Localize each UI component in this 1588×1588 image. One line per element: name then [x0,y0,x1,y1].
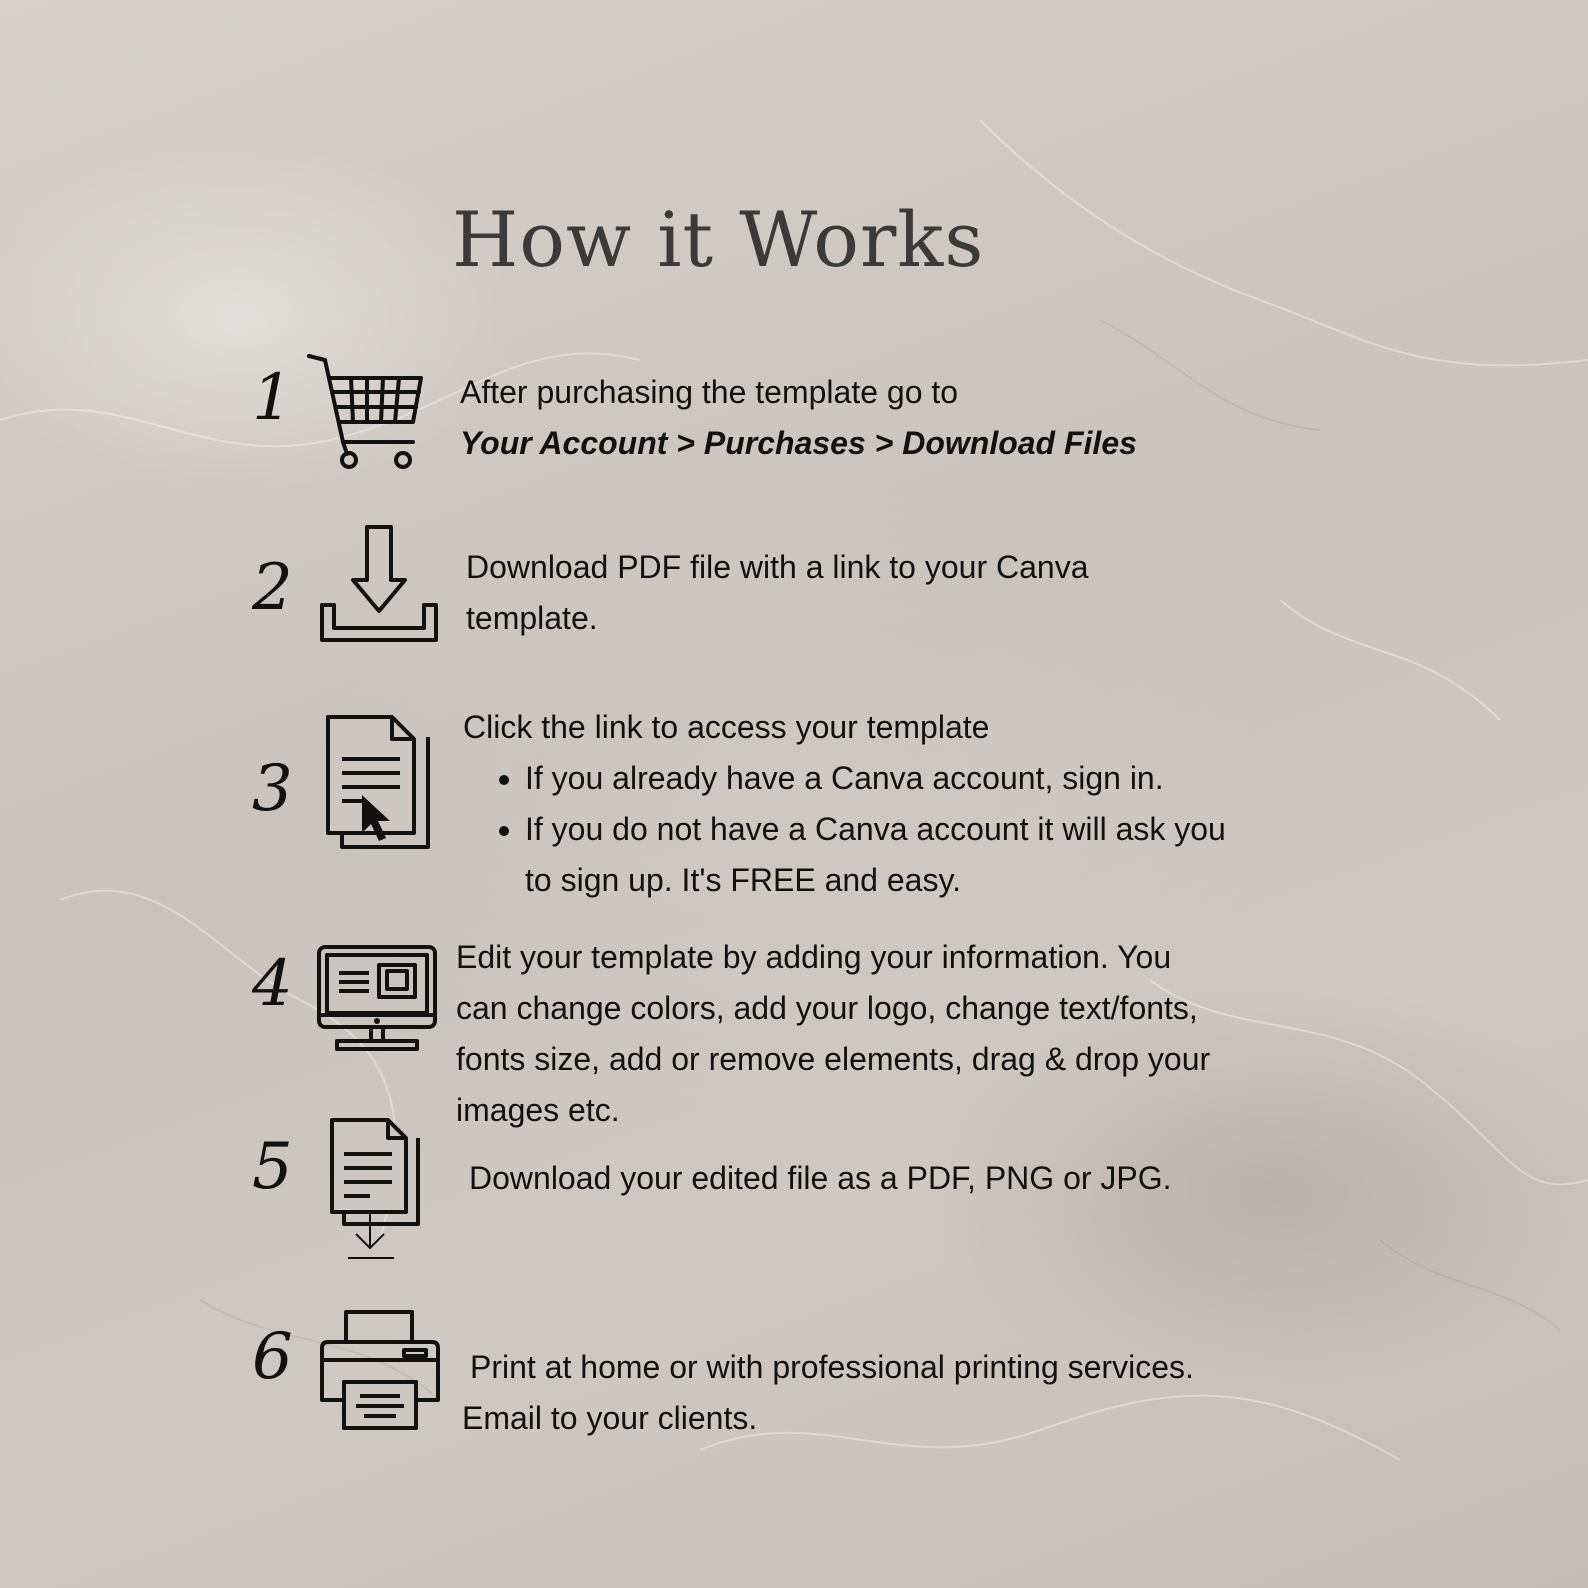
step-2-line-1: Download PDF file with a link to your Canva [466,549,1089,585]
step-3-bullet-2-continued: to sign up. It's FREE and easy. [525,862,961,898]
document-cursor-icon [326,715,432,851]
step-4-line-2: can change colors, add your logo, change text/fonts, [456,990,1198,1026]
step-1-line-1: After purchasing the template go to [460,374,959,410]
shopping-cart-icon [305,352,430,474]
computer-monitor-icon [317,945,437,1057]
step-2-text [466,542,1089,644]
step-3-bullet-2: • If you do not have a Canva account it will ask you [525,804,1226,855]
step-6-line-2: Email to your clients. [462,1400,758,1436]
step-number-5: 5 [252,1130,293,1204]
step-3-line-1: Click the link to access your template [463,709,990,745]
page-title: How it Works [452,195,985,284]
printer-icon [320,1310,440,1432]
step-5-text: Download your edited file as a PDF, PNG or JPG. [469,1160,1172,1196]
step-1-download-path: Your Account > Purchases > Download Files [460,425,1137,461]
document-download-icon [330,1118,422,1262]
step-6-line-1: Print at home or with professional printing services. [470,1349,1194,1385]
step-1-text [460,367,1137,469]
step-number-6: 6 [252,1320,293,1394]
step-2-line-2: template. [466,600,598,636]
download-tray-icon [320,525,438,645]
step-4-text [456,932,1210,1136]
step-3-text [463,702,1226,906]
step-4-line-3: fonts size, add or remove elements, drag & drop your [456,1041,1211,1077]
step-number-3: 3 [252,752,293,826]
step-number-1: 1 [252,361,293,435]
step-4-line-1: Edit your template by adding your information. You [456,939,1172,975]
step-3-bullet-1: • If you already have a Canva account, sign in. [525,753,1226,804]
step-3-bullet-list [463,753,1226,906]
step-number-4: 4 [252,947,293,1021]
step-number-2: 2 [252,551,293,625]
step-6-text [462,1342,1194,1444]
step-4-line-4: images etc. [456,1092,620,1128]
